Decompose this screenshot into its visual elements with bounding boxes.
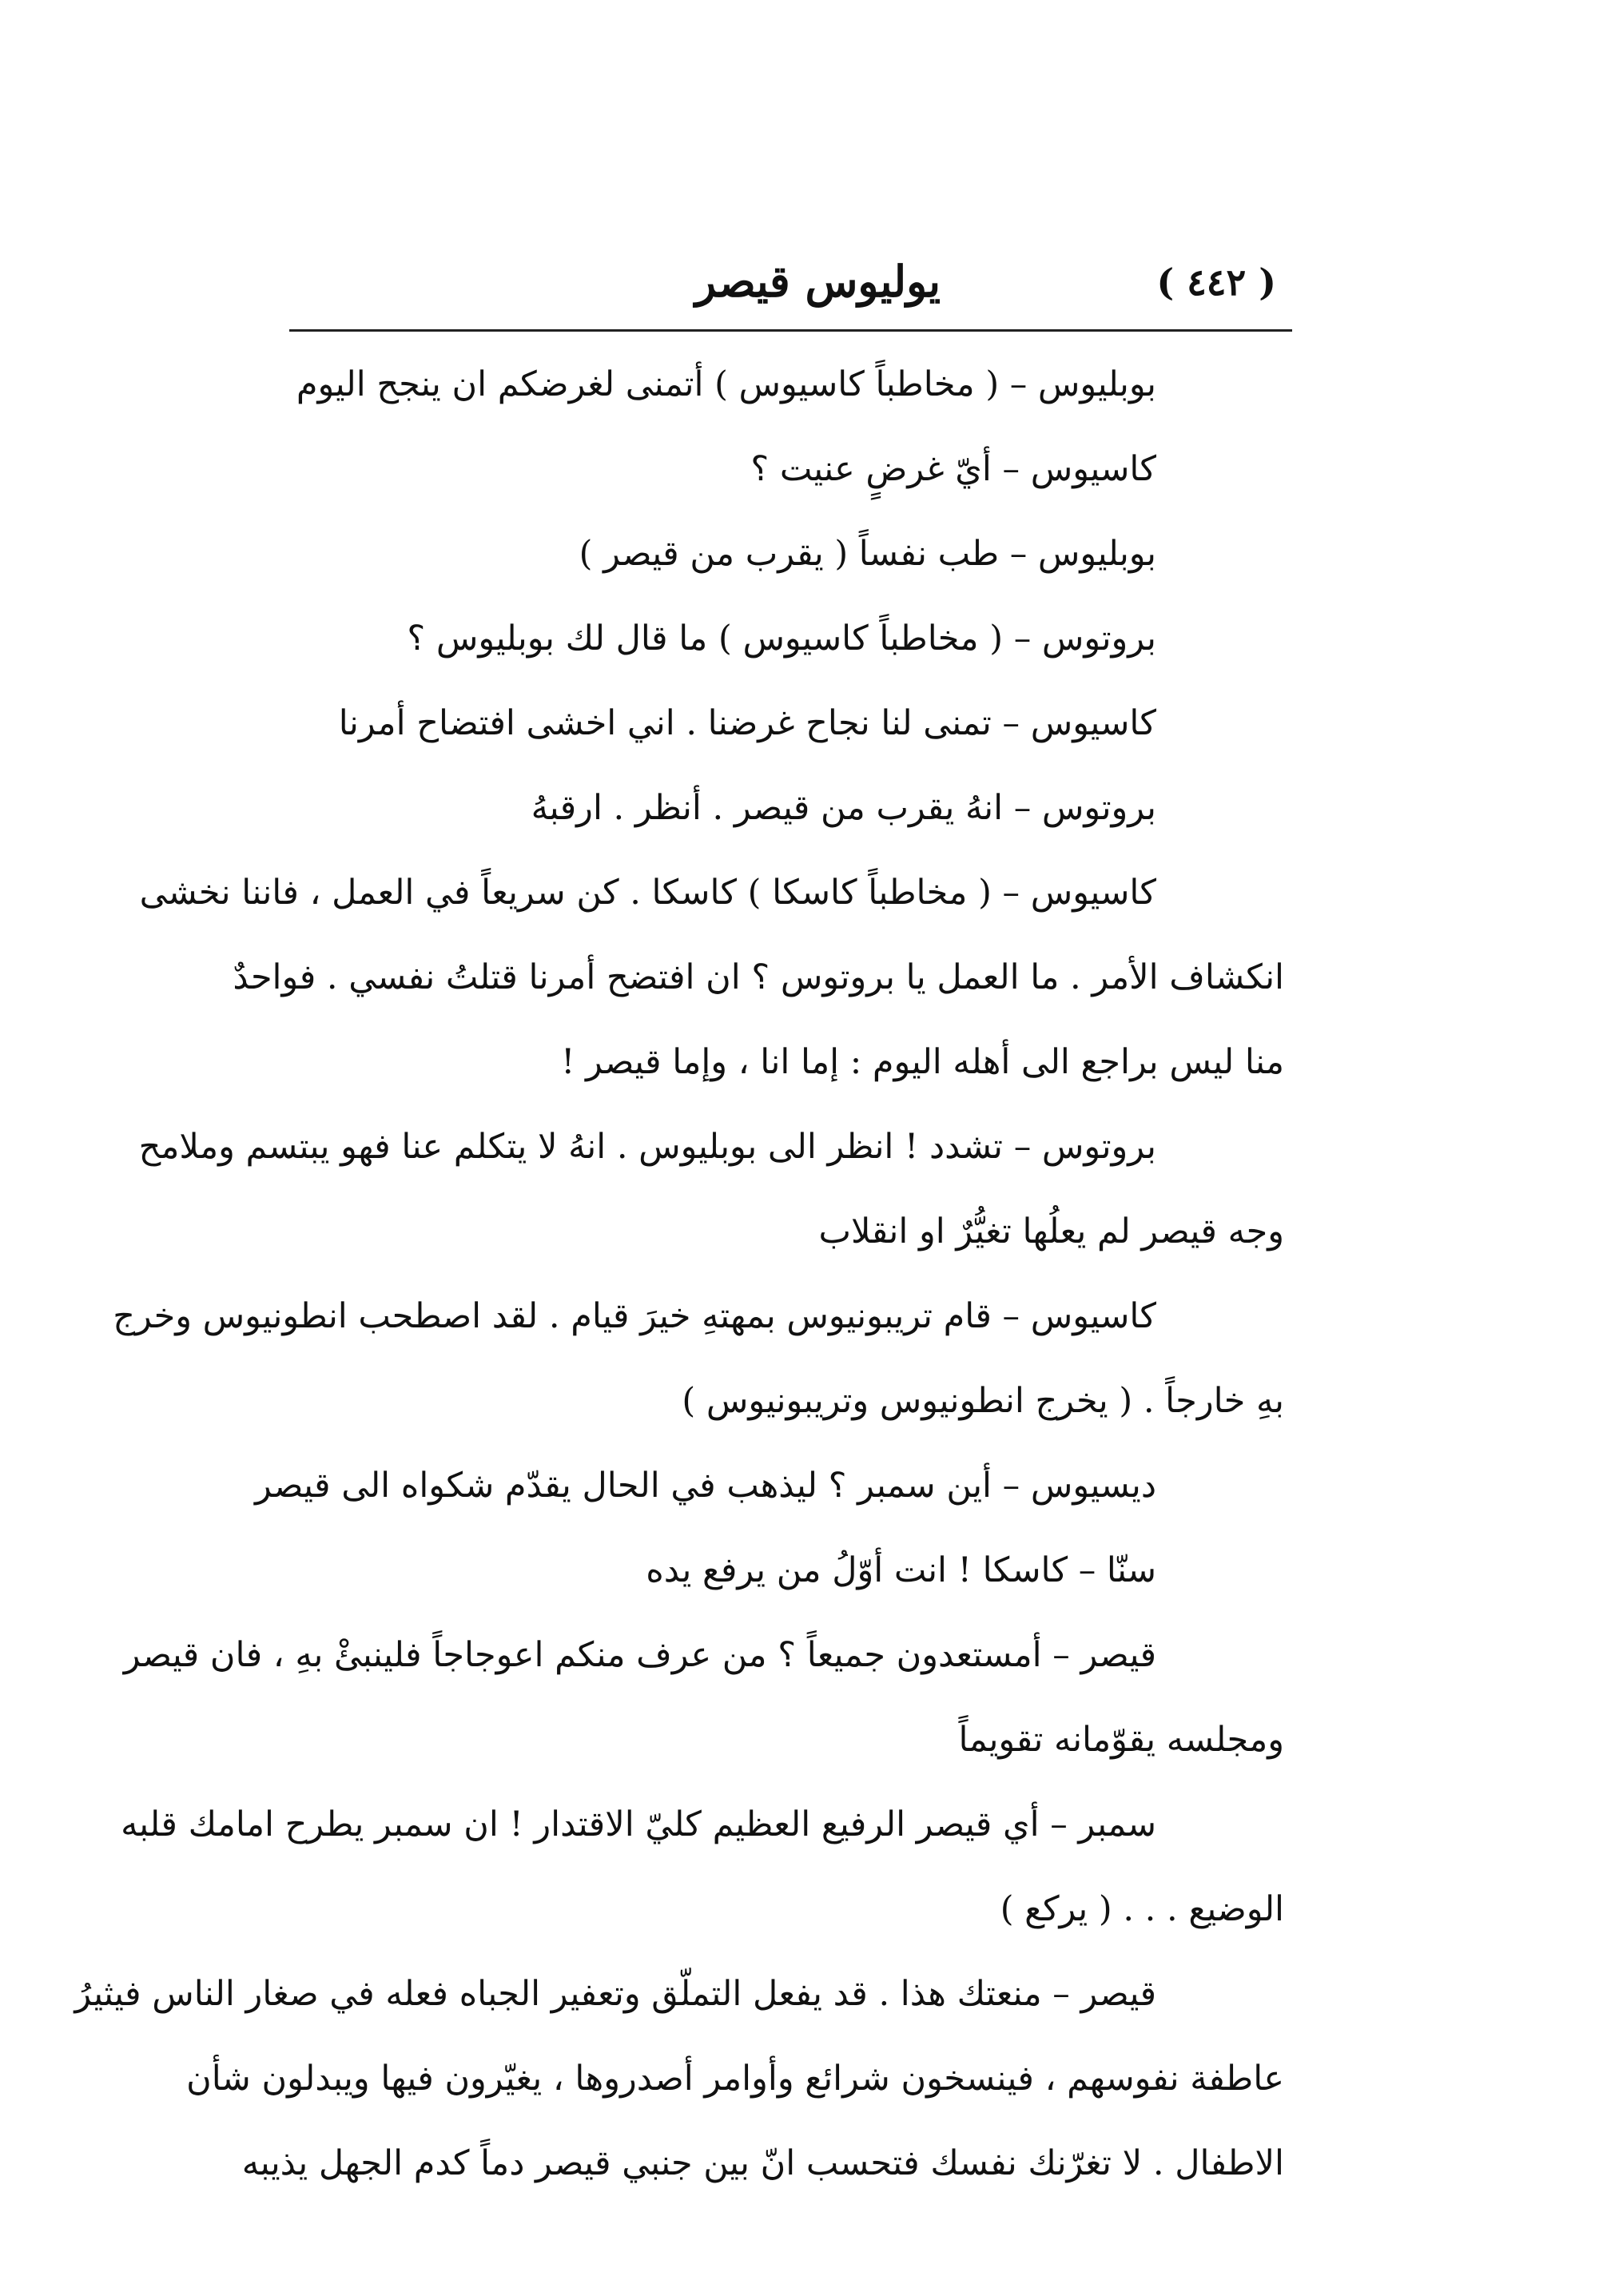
text-line: الاطفال . لا تغرّنك نفسك فتحسب انّ بين جنبي قيصر دماً كدم الجهل يذيبه	[241, 2143, 1284, 2183]
text-line: بوبليوس – ( مخاطباً كاسيوس ) أتمنى لغرضكم ان ينجح اليوم	[296, 364, 1156, 404]
text-line: كاسيوس – أيّ غرضٍ عنيت ؟	[750, 449, 1156, 489]
text-line: قيصر – منعتك هذا . قد يفعل التملّق وتعفير الجباه فعله في صغار الناس فيثيرُ	[74, 1974, 1156, 2014]
header-rule	[289, 329, 1292, 332]
text-line: كاسيوس – قام تريبونيوس بمهتهِ خيرَ قيام . لقد اصطحب انطونيوس وخرج	[113, 1296, 1156, 1336]
text-line: عاطفة نفوسهم ، فينسخون شرائع وأوامر أصدروها ، يغيّرون فيها ويبدلون شأن	[186, 2059, 1284, 2099]
text-line: ديسيوس – أين سمبر ؟ ليذهب في الحال يقدّم شكواه الى قيصر	[255, 1466, 1156, 1506]
text-line: انكشاف الأمر . ما العمل يا بروتوس ؟ ان افتضح أمرنا قتلتُ نفسي . فواحدٌ	[233, 957, 1284, 997]
text-line: سنّا – كاسكا ! انت أوّلُ من يرفع يده	[646, 1550, 1156, 1590]
text-line: سمبر – أي قيصر الرفيع العظيم كليّ الاقتدار ! ان سمبر يطرح امامك قلبه	[121, 1805, 1156, 1844]
text-line: بروتوس – ( مخاطباً كاسيوس ) ما قال لك بوبليوس ؟	[407, 619, 1156, 659]
text-line: بروتوس – تشدد ! انظر الى بوبليوس . انهُ لا يتكلم عنا فهو يبتسم وملامح	[138, 1127, 1156, 1167]
dialogue-text	[74, 342, 1284, 2206]
running-title: يوليوس قيصر	[694, 256, 941, 307]
text-line: الوضيع . . . ( يركع )	[1000, 1889, 1284, 1929]
text-line: منا ليس براجع الى أهله اليوم : إما انا ، وإما قيصر !	[561, 1042, 1284, 1082]
text-line: بهِ خارجاً . ( يخرج انطونيوس وتريبونيوس )	[682, 1381, 1284, 1421]
page-header	[289, 254, 1292, 326]
text-line: كاسيوس – تمنى لنا نجاح غرضنا . اني اخشى افتضاح أمرنا	[338, 703, 1156, 743]
text-line: بروتوس – انهُ يقرب من قيصر . أنظر . ارقبهُ	[531, 788, 1156, 828]
text-line: وجه قيصر لم يعلُها تغيُّرٌ او انقلاب	[818, 1212, 1284, 1251]
text-line: ومجلسه يقوّمانه تقويماً	[958, 1720, 1284, 1760]
text-line: كاسيوس – ( مخاطباً كاسكا ) كاسكا . كن سريعاً في العمل ، فاننا نخشى	[139, 873, 1156, 913]
text-line: قيصر – أمستعدون جميعاً ؟ من عرف منكم اعوجاجاً فلينبئْ بهِ ، فان قيصر	[123, 1635, 1156, 1675]
page-number: ( ٤٤٢ )	[1156, 261, 1276, 304]
text-line: بوبليوس – طب نفساً ( يقرب من قيصر )	[579, 534, 1156, 574]
